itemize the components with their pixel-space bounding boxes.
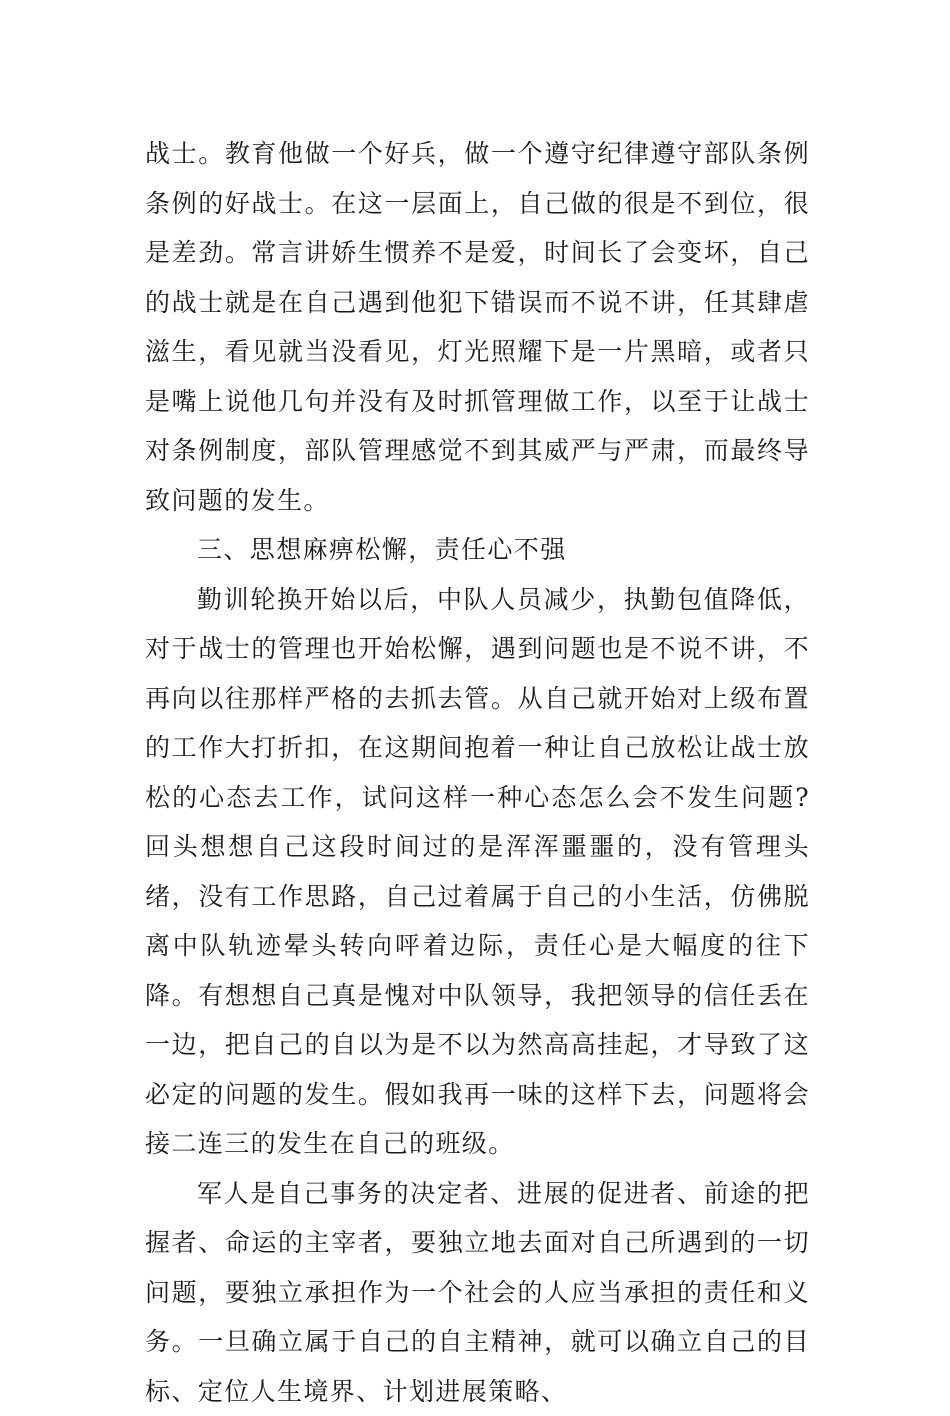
paragraph: 勤训轮换开始以后，中队人员减少，执勤包值降低，对于战士的管理也开始松懈，遇到问题也是不说不讲，不再向以往那样严格的去抓去管。从自己就开始对上级布置的工作大打折扣，在这期间抱着一种让自己放松让战士放松的心态去工作，试问这样一种心态怎么会不发生问题?回头想想自己这段时间过的是浑浑噩噩的，没有管理头绪，没有工作思路，自己过着属于自己的小生活，仿佛脱离中队轨迹晕头转向呯着边际，责任心是大幅度的往下降。有想想自己真是愧对中队领导，我把领导的信任丢在一边，把自己的自以为是不以为然高高挂起，才导致了这必定的问题的发生。假如我再一味的这样下去，问题将会接二连三的发生在自己的班级。 [145, 575, 810, 1169]
document-body [145, 129, 810, 1416]
paragraph-continuation: 战士。教育他做一个好兵，做一个遵守纪律遵守部队条例条例的好战士。在这一层面上，自己做的很是不到位，很是差劲。常言讲娇生惯养不是爱，时间长了会变坏，自己的战士就是在自己遇到他犯下错误而不说不讲，任其肆虐滋生，看见就当没看见，灯光照耀下是一片黑暗，或者只是嘴上说他几句并没有及时抓管理做工作，以至于让战士对条例制度，部队管理感觉不到其威严与严肃，而最终导致问题的发生。 [145, 129, 810, 525]
section-heading: 三、思想麻痹松懈，责任心不强 [145, 525, 810, 575]
paragraph: 军人是自己事务的决定者、进展的促进者、前途的把握者、命运的主宰者，要独立地去面对自己所遇到的一切问题，要独立承担作为一个社会的人应当承担的责任和义务。一旦确立属于自己的自主精神，就可以确立自己的目标、定位人生境界、计划进展策略、 [145, 1169, 810, 1416]
